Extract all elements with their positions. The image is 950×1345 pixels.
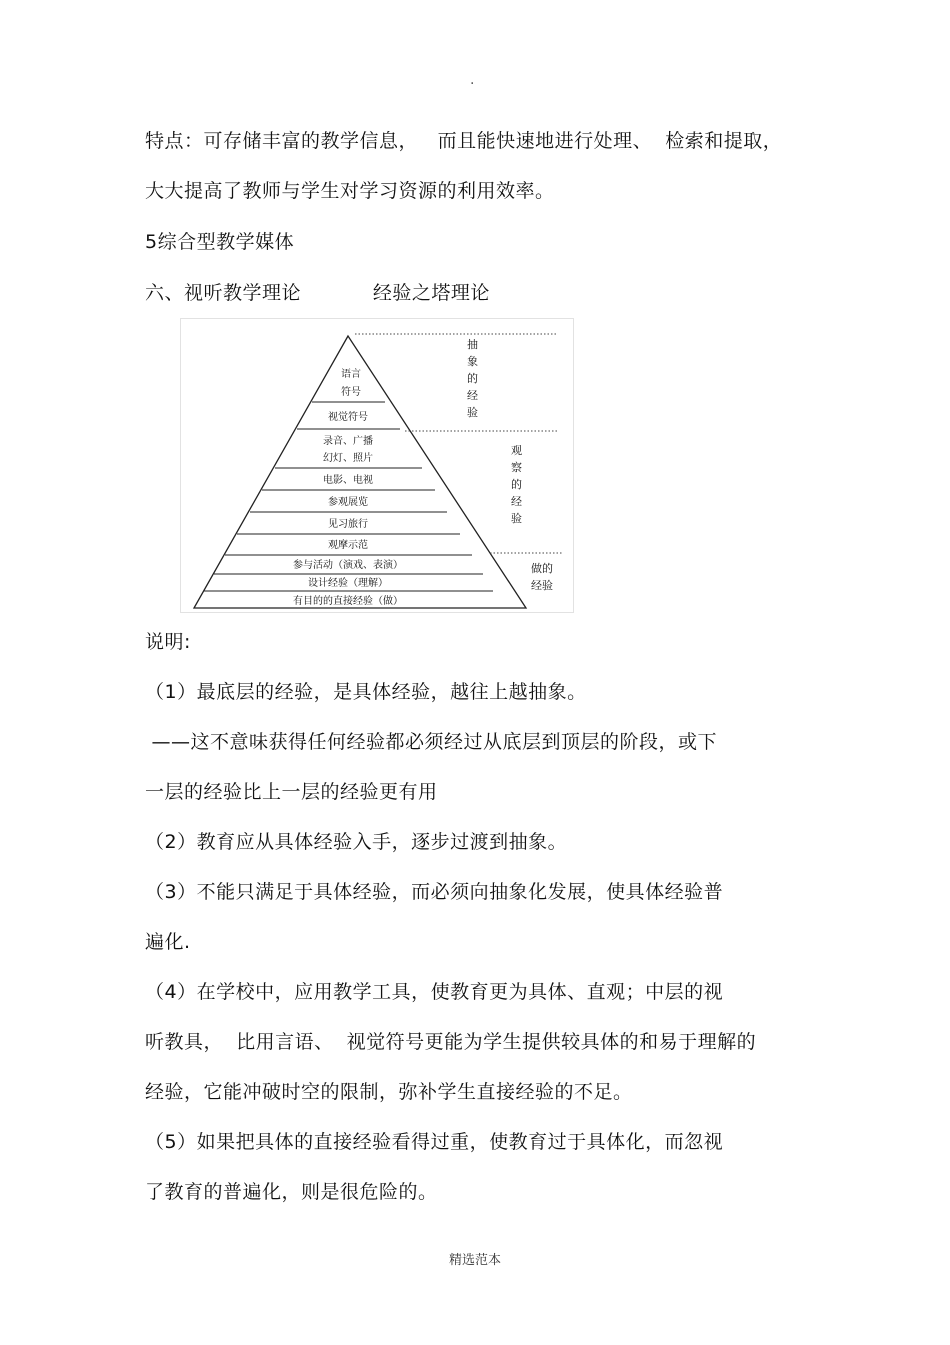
point-line: （2）教育应从具体经验入手，逐步过渡到抽象。 <box>145 831 568 853</box>
group-label: 象 <box>467 355 478 368</box>
header-mark: . <box>470 72 475 88</box>
level-label: 设计经验（理解） <box>308 578 388 589</box>
group-label: 验 <box>467 406 478 419</box>
group-label: 做的 <box>531 562 553 575</box>
group-label: 观 <box>511 444 522 457</box>
page-footer: 精选范本 <box>448 1253 501 1268</box>
point-line: 一层的经验比上一层的经验更有用 <box>145 781 438 803</box>
point-line: （5）如果把具体的直接经验看得过重，使教育过于具体化，而忽视 <box>145 1131 724 1153</box>
level-label: 幻灯、照片 <box>323 453 373 464</box>
group-label: 的 <box>467 372 478 385</box>
level-label: 电影、电视 <box>323 475 373 486</box>
level-label: 参观展览 <box>328 497 368 508</box>
level-label: 语言 <box>341 369 361 380</box>
level-label: 参与活动（演戏、表演） <box>293 560 403 571</box>
point-line: （4）在学校中，应用教学工具，使教育更为具体、直观；中层的视 <box>145 981 724 1003</box>
point-line: 遍化. <box>145 931 191 953</box>
para-line: 大大提高了教师与学生对学习资源的利用效率。 <box>145 180 555 202</box>
level-label: 录音、广播 <box>323 436 373 447</box>
level-label: 有目的的直接经验（做） <box>293 596 403 607</box>
level-label: 观摩示范 <box>328 540 368 551</box>
section-heading: 5综合型教学媒体 <box>145 231 295 253</box>
group-label: 经 <box>511 495 522 508</box>
group-label: 抽 <box>467 338 478 351</box>
explain-title: 说明: <box>145 631 191 653</box>
group-label: 验 <box>511 512 522 525</box>
point-line: （3）不能只满足于具体经验，而必须向抽象化发展，使具体经验普 <box>145 881 724 903</box>
group-label: 的 <box>511 478 522 491</box>
level-label: 视觉符号 <box>328 412 368 423</box>
point-line: 经验，它能冲破时空的限制，弥补学生直接经验的不足。 <box>145 1081 633 1103</box>
experience-cone-diagram <box>180 318 575 614</box>
para-line: 特点：可存储丰富的教学信息， 而且能快速地进行处理、 检索和提取， <box>145 130 783 152</box>
level-label: 符号 <box>341 387 361 398</box>
point-line: 听教具， 比用言语、 视觉符号更能为学生提供较具体的和易于理解的 <box>145 1031 757 1053</box>
point-line: ——这不意味获得任何经验都必须经过从底层到顶层的阶段，或下 <box>145 731 718 753</box>
section-heading: 六、视听教学理论 经验之塔理论 <box>145 282 490 304</box>
point-line: 了教育的普遍化，则是很危险的。 <box>145 1181 438 1203</box>
group-label: 察 <box>511 461 522 474</box>
group-label: 经验 <box>531 579 553 592</box>
point-line: （1）最底层的经验，是具体经验，越往上越抽象。 <box>145 681 587 703</box>
level-label: 见习旅行 <box>328 519 368 530</box>
group-label: 经 <box>467 389 478 402</box>
